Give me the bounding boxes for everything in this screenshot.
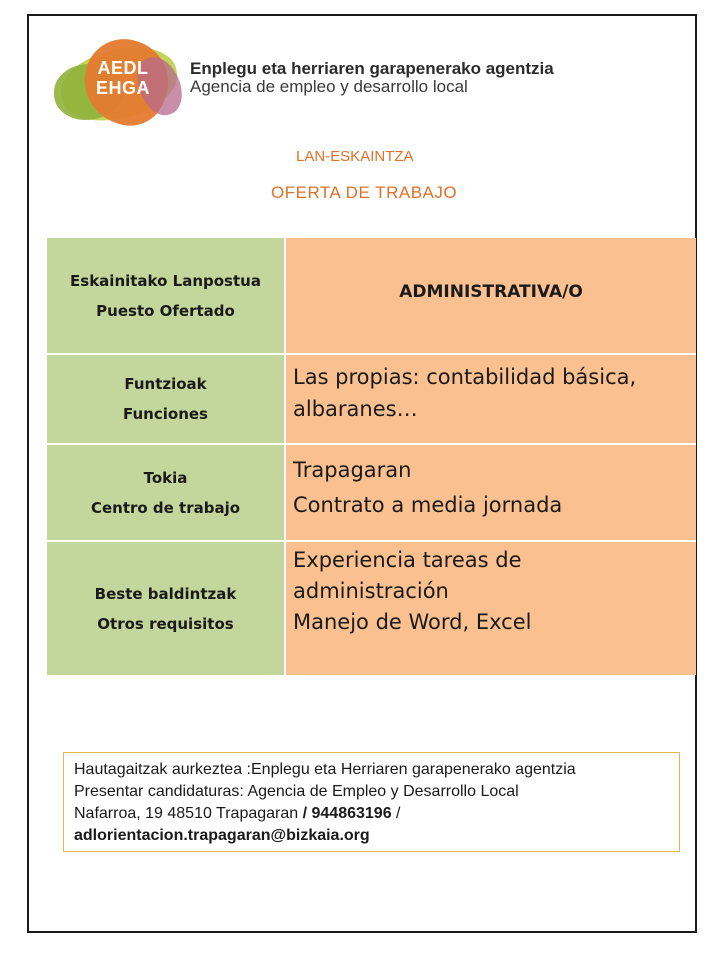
table-row-requirements	[47, 542, 696, 675]
contact-address-line	[74, 803, 679, 825]
title-basque: LAN-ESKAINTZA	[296, 148, 414, 165]
workplace-line-2: Contrato a media jornada	[293, 493, 563, 517]
table-row-position	[47, 238, 696, 355]
contact-separator: /	[391, 805, 401, 822]
row-label-basque: Funtzioak	[124, 375, 207, 393]
row-value	[286, 238, 696, 353]
requirements-line-1: Experiencia tareas de	[293, 548, 522, 572]
functions-line-1: Las propias: contabilidad básica,	[293, 365, 637, 389]
row-label-basque: Eskainitako Lanpostua	[70, 271, 261, 290]
title-spanish: OFERTA DE TRABAJO	[271, 183, 458, 202]
row-label-spanish: Funciones	[123, 405, 208, 423]
row-label-spanish: Puesto Ofertado	[96, 301, 235, 320]
position-value: ADMINISTRATIVA/O	[399, 281, 583, 302]
agency-name	[190, 60, 670, 96]
row-label	[47, 238, 286, 353]
job-offer-table	[47, 238, 696, 675]
contact-address: Nafarroa, 19 48510 Trapagaran	[74, 805, 303, 822]
contact-box	[63, 752, 680, 852]
logo-line-2: EHGA	[95, 78, 150, 98]
contact-phone[interactable]: / 944863196	[302, 805, 392, 822]
row-value	[286, 445, 696, 540]
contact-email[interactable]: adlorientacion.trapagaran@bizkaia.org	[74, 827, 370, 844]
row-label	[47, 542, 286, 675]
row-label-basque: Tokia	[143, 468, 188, 487]
contact-email-line	[74, 825, 679, 847]
table-row-workplace	[47, 445, 696, 542]
agency-name-spanish: Agencia de empleo y desarrollo local	[190, 77, 468, 96]
functions-line-2: albaranes…	[293, 397, 418, 421]
contact-line-basque: Hautagaitzak aurkeztea :Enplegu eta Herriaren garapenerako agentzia	[74, 761, 576, 778]
logo-line-1: AEDL	[97, 58, 149, 78]
row-label-spanish: Otros requisitos	[97, 614, 234, 633]
row-label	[47, 445, 286, 540]
table-row-functions	[47, 355, 696, 445]
row-value	[286, 355, 696, 443]
requirements-line-3: Manejo de Word, Excel	[293, 610, 532, 634]
workplace-line-1: Trapagaran	[293, 458, 412, 482]
row-label-spanish: Centro de trabajo	[90, 498, 241, 517]
requirements-line-2: administración	[293, 579, 449, 603]
logo-text	[78, 58, 168, 98]
row-label	[47, 355, 286, 443]
row-value	[286, 542, 696, 675]
contact-line-spanish: Presentar candidaturas: Agencia de Empleo y Desarrollo Local	[74, 783, 519, 800]
agency-name-basque: Enplegu eta herriaren garapenerako agentzia	[190, 59, 554, 78]
agency-logo	[54, 38, 184, 128]
row-label-basque: Beste baldintzak	[94, 584, 237, 603]
